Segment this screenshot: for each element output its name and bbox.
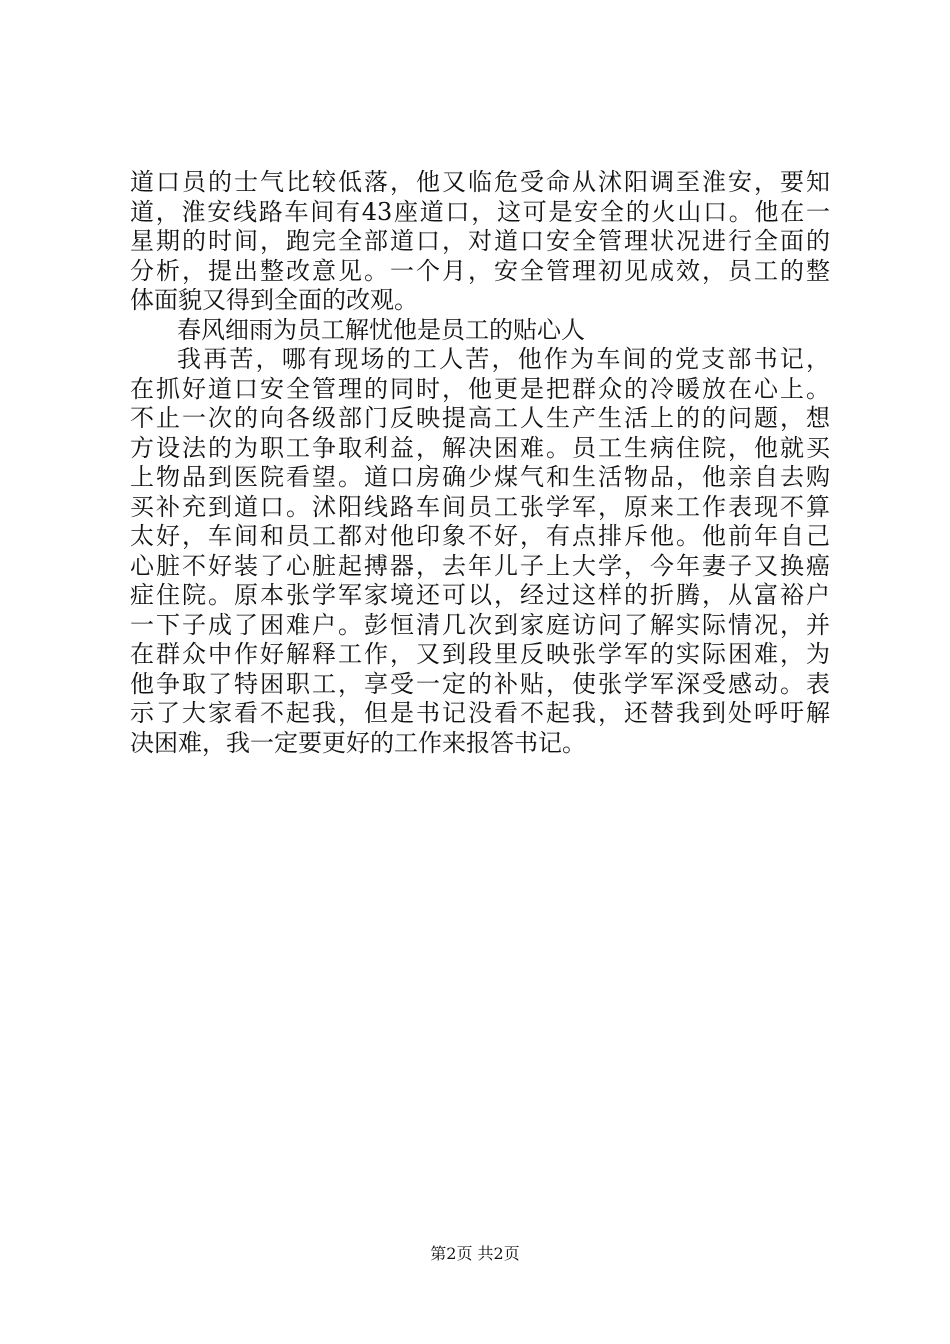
- paragraph-2-line: 示了大家看不起我，但是书记没看不起我，还替我到处呼吁解: [130, 699, 830, 727]
- paragraph-2-line: 心脏不好装了心脏起搏器，去年儿子上大学，今年妻子又换癌: [130, 551, 830, 580]
- paragraph-2-line: 在群众中作好解释工作，又到段里反映张学军的实际困难，为: [130, 640, 830, 668]
- paragraph-2-line: 买补充到道口。沭阳线路车间员工张学军，原来工作表现不算: [130, 492, 830, 521]
- paragraph-2-line: 上物品到医院看望。道口房确少煤气和生活物品，他亲自去购: [130, 463, 830, 491]
- paragraph-2-line: 症住院。原本张学军家境还可以，经过这样的折腾，从富裕户: [130, 581, 830, 609]
- page-number-label: 第2页 共2页: [430, 1244, 520, 1263]
- paragraph-2-line: 方设法的为职工争取利益，解决困难。员工生病住院，他就买: [130, 433, 830, 462]
- section-heading: 春风细雨为员工解忧他是员工的贴心人: [177, 315, 585, 344]
- paragraph-2-line: 太好，车间和员工都对他印象不好，有点排斥他。他前年自己: [130, 522, 830, 550]
- paragraph-2-line: 一下子成了困难户。彭恒清几次到家庭访问了解实际情况，并: [130, 610, 830, 639]
- paragraph-1-line: 体面貌又得到全面的改观。: [130, 286, 418, 314]
- paragraph-2-line: 不止一次的向各级部门反映提高工人生产生活上的的问题，想: [130, 404, 830, 432]
- paragraph-2-line: 决困难，我一定要更好的工作来报答书记。: [130, 728, 586, 757]
- paragraph-1-line: 道口员的士气比较低落，他又临危受命从沭阳调至淮安，要知: [130, 168, 830, 196]
- paragraph-2-line: 我再苦，哪有现场的工人苦，他作为车间的党支部书记，: [177, 345, 830, 373]
- page-footer: [0, 1244, 950, 1264]
- paragraph-2-line: 他争取了特困职工，享受一定的补贴，使张学军深受感动。表: [130, 669, 830, 698]
- paragraph-2-line: 在抓好道口安全管理的同时，他更是把群众的冷暖放在心上。: [130, 374, 830, 403]
- paragraph-1-line: 分析，提出整改意见。一个月，安全管理初见成效，员工的整: [130, 256, 830, 285]
- paragraph-1-line: 道，淮安线路车间有43座道口，这可是安全的火山口。他在一: [130, 197, 830, 226]
- paragraph-1-line: 星期的时间，跑完全部道口，对道口安全管理状况进行全面的: [130, 227, 830, 255]
- document-body: [130, 168, 830, 758]
